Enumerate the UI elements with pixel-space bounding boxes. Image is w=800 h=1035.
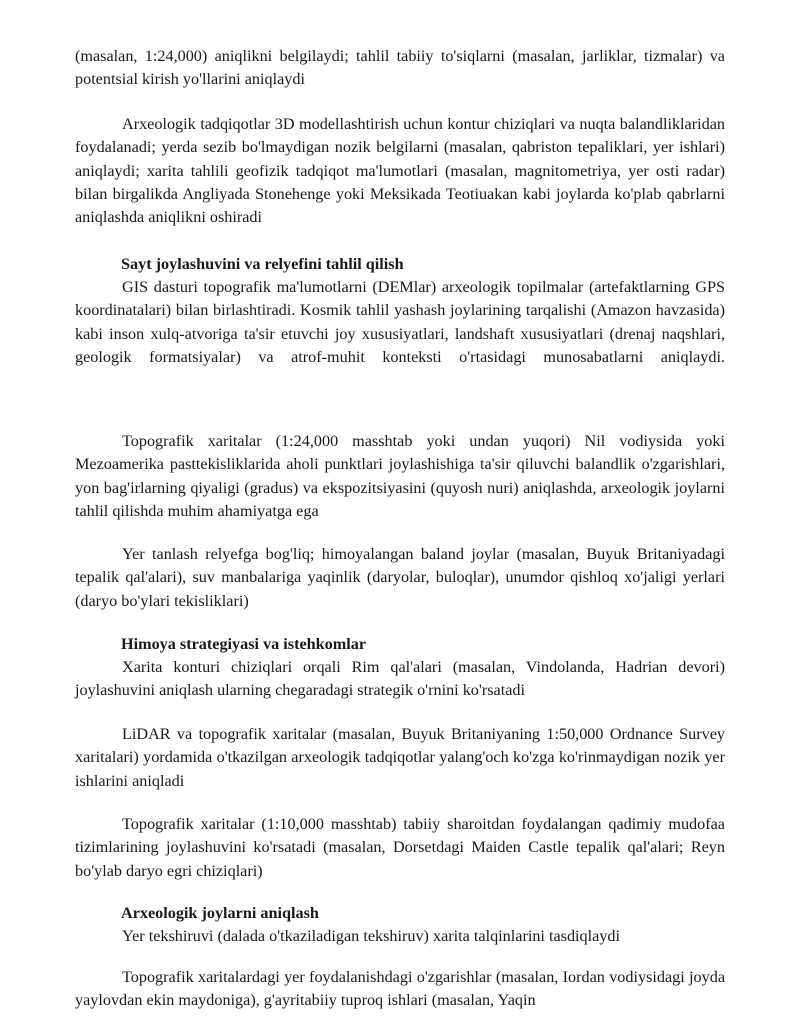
paragraph-site-selection: Yer tanlash relyefga bog'liq; himoyalangan baland joylar (masalan, Buyuk Britaniyadagi tepalik qal'alari), suv manbalariga yaqinlik (daryolar, buloqlar), unumdor qishloq xo'jaligi yerlari (daryo bo'ylari tekisliklari) bbox=[75, 545, 725, 610]
paragraph-topographic-maps-nile: Topografik xaritalar (1:24,000 masshtab yoki undan yuqori) Nil vodiysida yoki Mezoamerika pasttekisliklarida aholi punktlari joylashishiga ta'sir qiluvchi balandlik o'zgarishlari, yon bag'irlarning qiyaligi (gradus) va ekspozitsiyasini (quyosh nuri) aniqlashda, arxeologik joylarni tahlil qilishda muhim ahamiyatga ega bbox=[75, 432, 725, 520]
heading-site-relief-analysis: Sayt joylashuvini va relyefini tahlil qilish bbox=[121, 255, 404, 273]
paragraph-3d-modelling: Arxeologik tadqiqotlar 3D modellashtirish uchun kontur chiziqlari va nuqta balandliklaridan foydalanadi; yerda sezib bo'lmaydigan nozik belgilarni (masalan, qabriston tepaliklari, yer ishlari) aniqlaydi; xarita tahlili geofizik tadqiqot ma'lumotlari (masalan, magnitometriya, yer osti radar) bilan birgalikda Angliyada Stonehenge yoki Meksikada Teotiuakan kabi joylarda ko'plab qabrlarni aniqlashda aniqlikni oshiradi bbox=[75, 115, 725, 227]
heading-defense-strategy: Himoya strategiyasi va istehkomlar bbox=[121, 635, 367, 653]
paragraph-lidar-surveys: LiDAR va topografik xaritalar (masalan, Buyuk Britaniyaning 1:50,000 Ordnance Survey xaritalari) yordamida o'tkazilgan arxeologik tadqiqotlar yalang'och ko'zga ko'rinmaydigan nozik yer ishlarini aniqladi bbox=[75, 725, 725, 790]
paragraph-ancient-defense-systems: Topografik xaritalar (1:10,000 masshtab) tabiiy sharoitdan foydalangan qadimiy mudofaa tizimlarining joylashuvini ko'rsatadi (masalan, Dorsetdagi Maiden Castle tepalik qal'alari; Reyn bo'ylab daryo egri chiziqlari) bbox=[75, 815, 725, 880]
paragraph-roman-forts: Xarita konturi chiziqlari orqali Rim qal'alari (masalan, Vindolanda, Hadrian devori) joylashuvini aniqlash ularning chegaradagi strategik o'rnini ko'rsatadi bbox=[75, 658, 725, 700]
paragraph-gis-software: GIS dasturi topografik ma'lumotlarni (DEMlar) arxeologik topilmalar (artefaktlarning GPS koordinatalari) bilan birlashtiradi. Kosmik tahlil yashash joylarining tarqalishi (Amazon havzasida) kabi inson xulq-atvoriga ta'sir etuvchi joy xususiyatlari, landshaft xususiyatlari (drenaj naqshlari, geologik formatsiyalar) va atrof-muhit konteksti o'rtasidagi munosabatlarni aniqlaydi. bbox=[75, 278, 725, 366]
paragraph-ground-truthing: Yer tekshiruvi (dalada o'tkaziladigan tekshiruv) xarita talqinlarini tasdiqlaydi bbox=[122, 927, 621, 945]
paragraph-land-use-changes: Topografik xaritalardagi yer foydalanishdagi o'zgarishlar (masalan, Iordan vodiysidagi joyda yaylovdan ekin maydoniga), g'ayritabiiy tuproq ishlari (masalan, Yaqin bbox=[75, 968, 725, 1010]
heading-site-identification: Arxeologik joylarni aniqlash bbox=[121, 904, 319, 922]
paragraph-map-precision: (masalan, 1:24,000) aniqlikni belgilaydi; tahlil tabiiy to'siqlarni (masalan, jarliklar, tizmalar) va potentsial kirish yo'llarini aniqlaydi bbox=[75, 47, 725, 89]
